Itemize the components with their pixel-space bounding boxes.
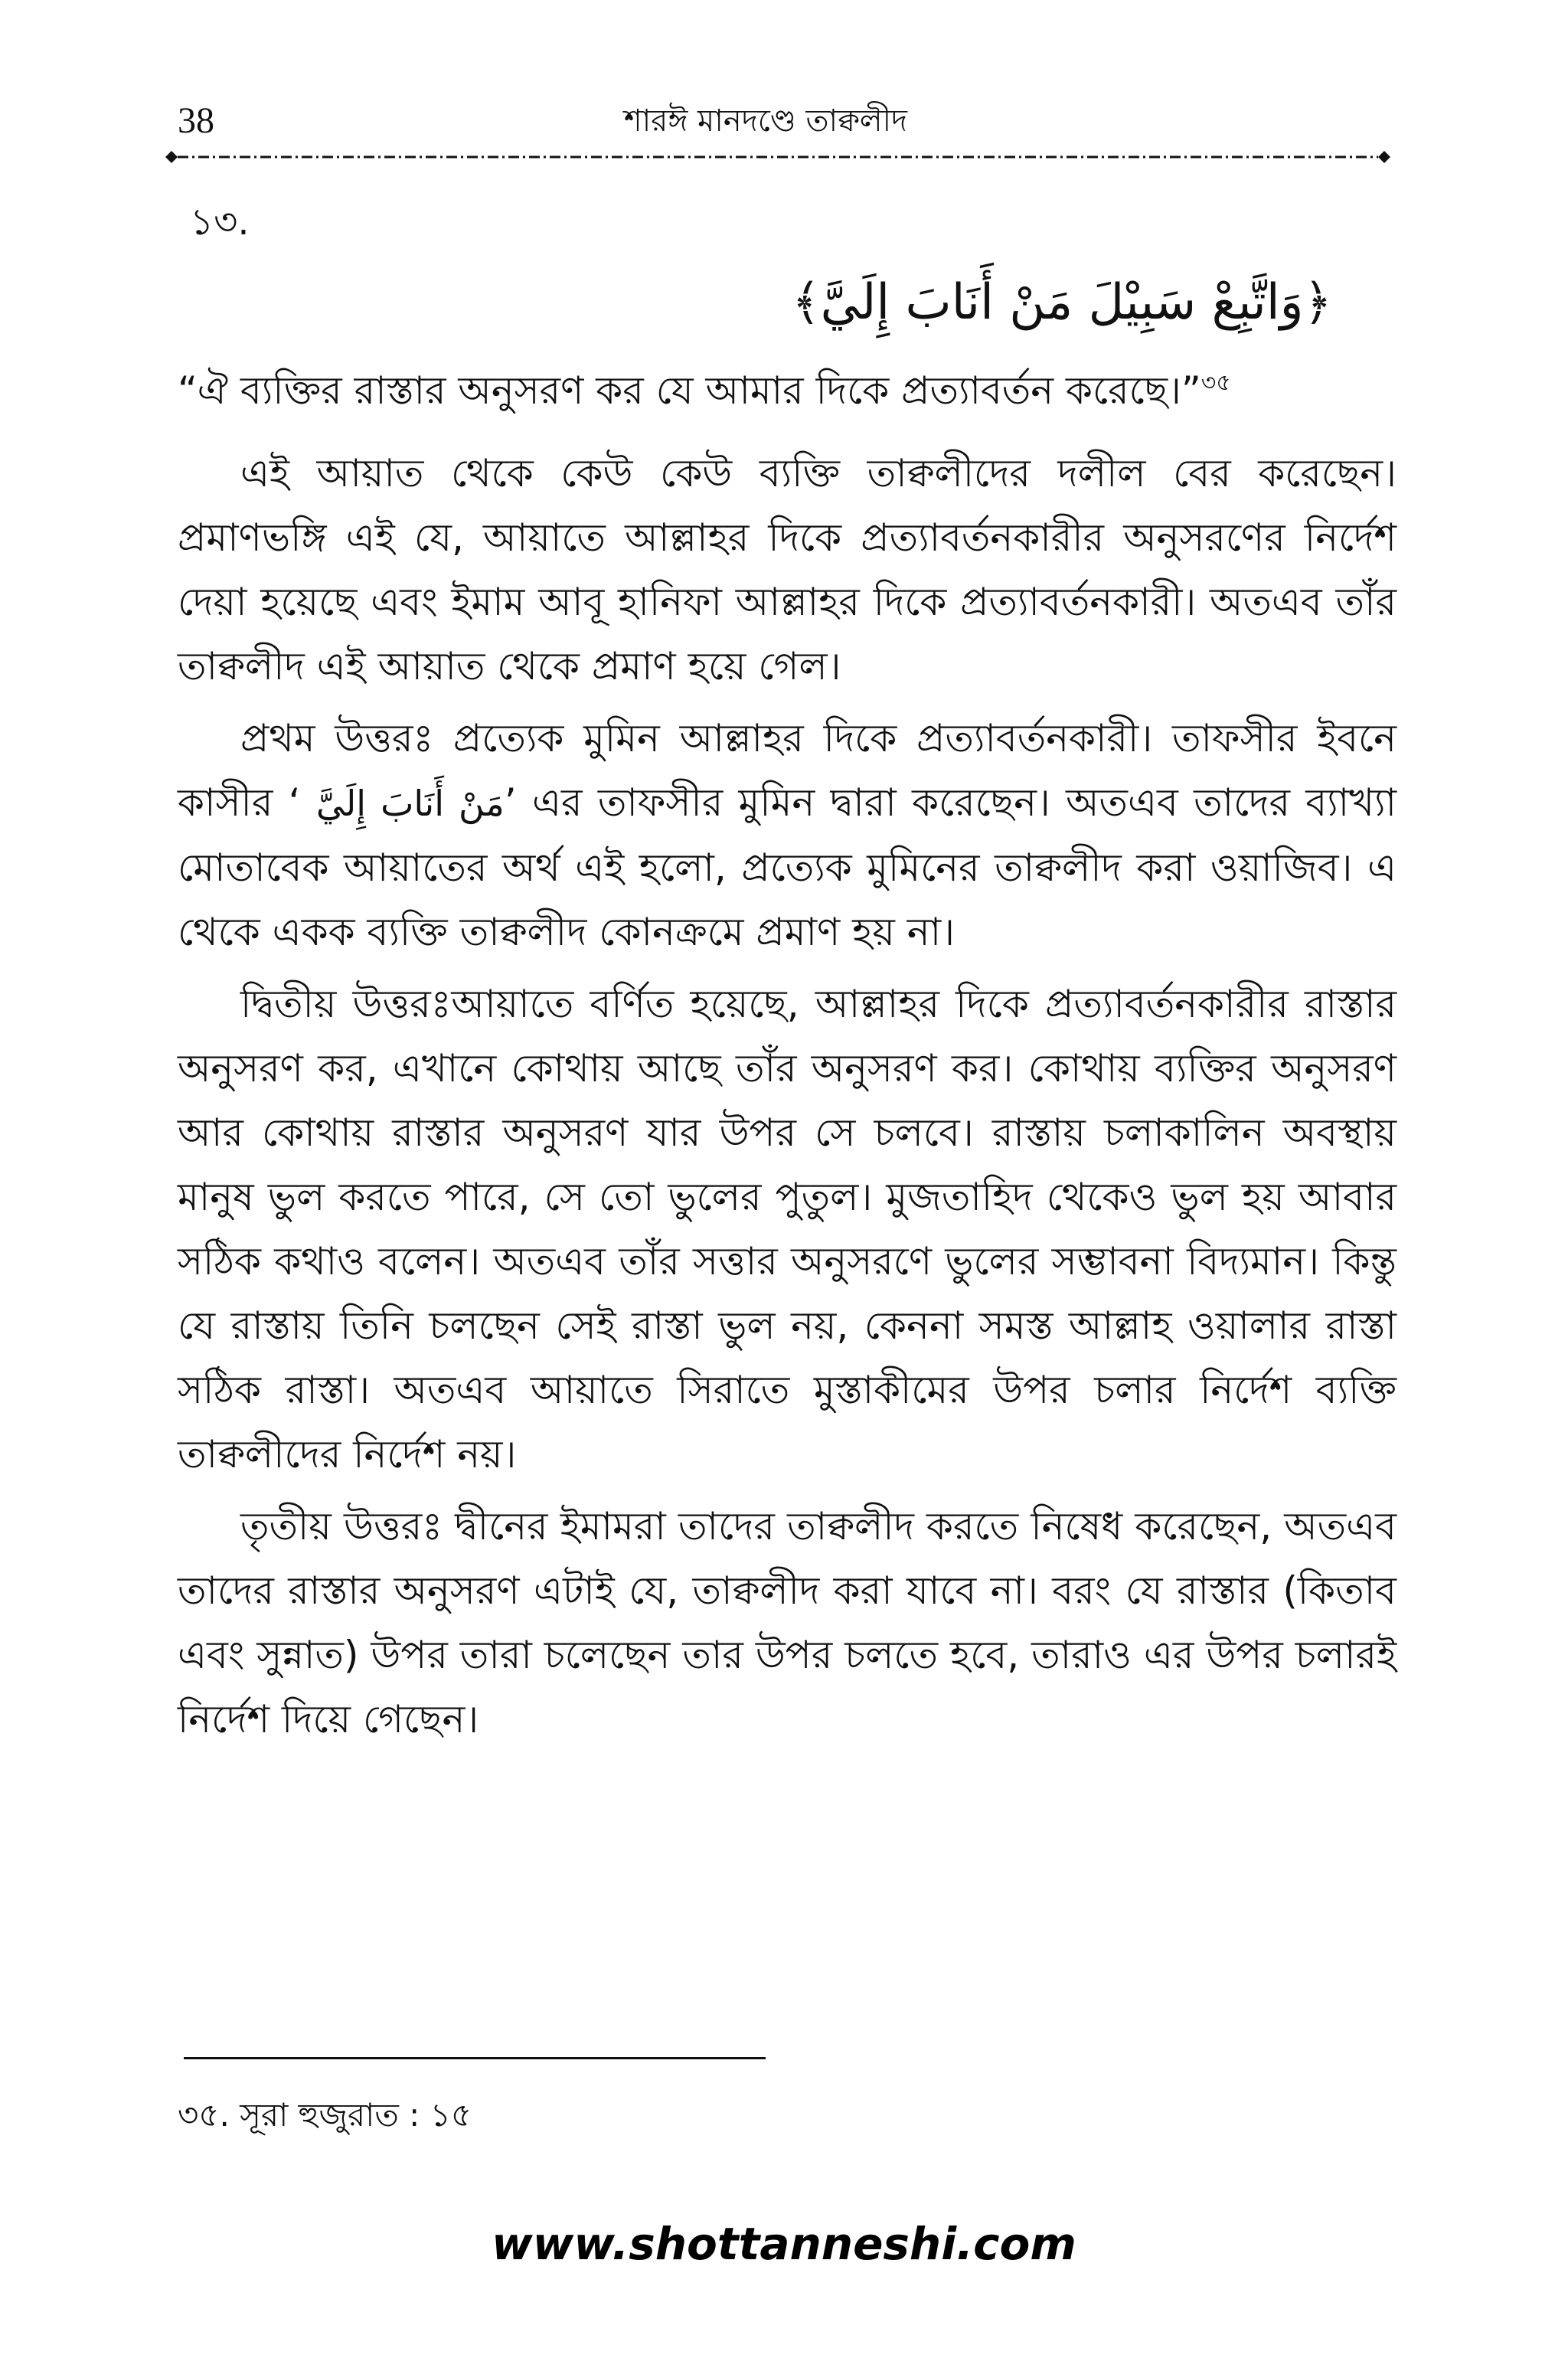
main-text xyxy=(178,358,1396,1759)
right-diamond-icon xyxy=(1378,151,1390,163)
inline-arabic-phrase: مَنْ أَنَابَ إِلَيَّ xyxy=(315,783,505,824)
footnote-ref-35: ৩৫ xyxy=(1200,369,1231,397)
paragraph-argument: এই আয়াত থেকে কেউ কেউ ব্যক্তি তাক্বলীদের দলীল বের করেছেন। প্রমাণভঙ্গি এই যে, আয়াতে আল্লাহর দিকে প্রত্যাবর্তনকারীর অনুসরণের নির্দেশ দেয়া হয়েছে এবং ইমাম আবূ হানিফা আল্লাহর দিকে প্রত্যাবর্তনকারী। অতএব তাঁর তাক্বলীদ এই আয়াত থেকে প্রমাণ হয়ে গেল। xyxy=(178,451,1396,688)
paragraph-second-answer: দ্বিতীয় উত্তরঃআয়াতে বর্ণিত হয়েছে, আল্লাহর দিকে প্রত্যাবর্তনকারীর রাস্তার অনুসরণ কর, এখানে কোথায় আছে তাঁর অনুসরণ কর। কোথায় ব্যক্তির অনুসরণ আর কোথায় রাস্তার অনুসরণ যার উপর সে চলবে। রাস্তায় চলাকালিন অবস্থায় মানুষ ভুল করতে পারে, সে তো ভুলের পুতুল। মুজতাহিদ থেকেও ভুল হয় আবার সঠিক কথাও বলেন। অতএব তাঁর সত্তার অনুসরণে ভুলের সম্ভাবনা বিদ্যমান। কিন্তু যে রাস্তায় তিনি চলছেন সেই রাস্তা ভুল নয়, কেননা সমস্ত আল্লাহ ওয়ালার রাস্তা সঠিক রাস্তা। অতএব আয়াতে সিরাতে মুস্তাকীমের উপর চলার নির্দেশ ব্যক্তি তাক্বলীদের নির্দেশ নয়। xyxy=(178,982,1396,1477)
page-number: 38 xyxy=(178,100,214,141)
verse-translation xyxy=(178,358,1396,423)
first-answer-text-end: ’ এর তাফসীর মুমিন দ্বারা করেছেন। অতএব তাদের ব্যাখ্যা মোতাবেক আয়াতের অর্থ এই হলো, প্রত্যেক মুমিনের তাক্বলীদ করা ওয়াজিব। এ থেকে একক ব্যক্তি তাক্বলীদ কোনক্রমে প্রমাণ হয় না। xyxy=(178,780,1397,954)
paragraph-third-answer: তৃতীয় উত্তরঃ দ্বীনের ইমামরা তাদের তাক্বলীদ করতে নিষেধ করেছেন, অতএব তাদের রাস্তার অনুসরণ এটাই যে, তাক্বলীদ করা যাবে না। বরং যে রাস্তার (কিতাব এবং সুন্নাত) উপর তারা চলেছেন তার উপর চলতে হবে, তারাও এর উপর চলারই নির্দেশ দিয়ে গেছেন। xyxy=(178,1504,1396,1742)
header-divider xyxy=(165,150,1390,164)
footnote-divider xyxy=(184,2057,766,2059)
header-divider-ornament xyxy=(165,150,1390,164)
arabic-verse: ﴿وَاتَّبِعْ سَبِيْلَ مَنْ أَنَابَ إِلَيَّ﴾ xyxy=(792,274,1332,331)
running-title: শারঈ মানদণ্ডে তাক্বলীদ xyxy=(623,103,908,139)
footnote-35: ৩৫. সূরা হুজুরাত : ১৫ xyxy=(178,2096,472,2134)
first-answer-text-start: প্রথম উত্তরঃ প্রত্যেক মুমিন আল্লাহর দিকে প্রত্যাবর্তনকারী। তাফসীর ইবনে কাসীর ‘ xyxy=(178,716,1396,825)
website-watermark: www.shottanneshi.com xyxy=(492,2218,1076,2270)
paragraph-first-answer xyxy=(178,706,1396,964)
left-diamond-icon xyxy=(165,151,178,163)
section-number: ১৩. xyxy=(190,201,250,244)
verse-translation-text: “ঐ ব্যক্তির রাস্তার অনুসরণ কর যে আমার দিকে প্রত্যাবর্তন করেছে।” xyxy=(178,368,1201,413)
